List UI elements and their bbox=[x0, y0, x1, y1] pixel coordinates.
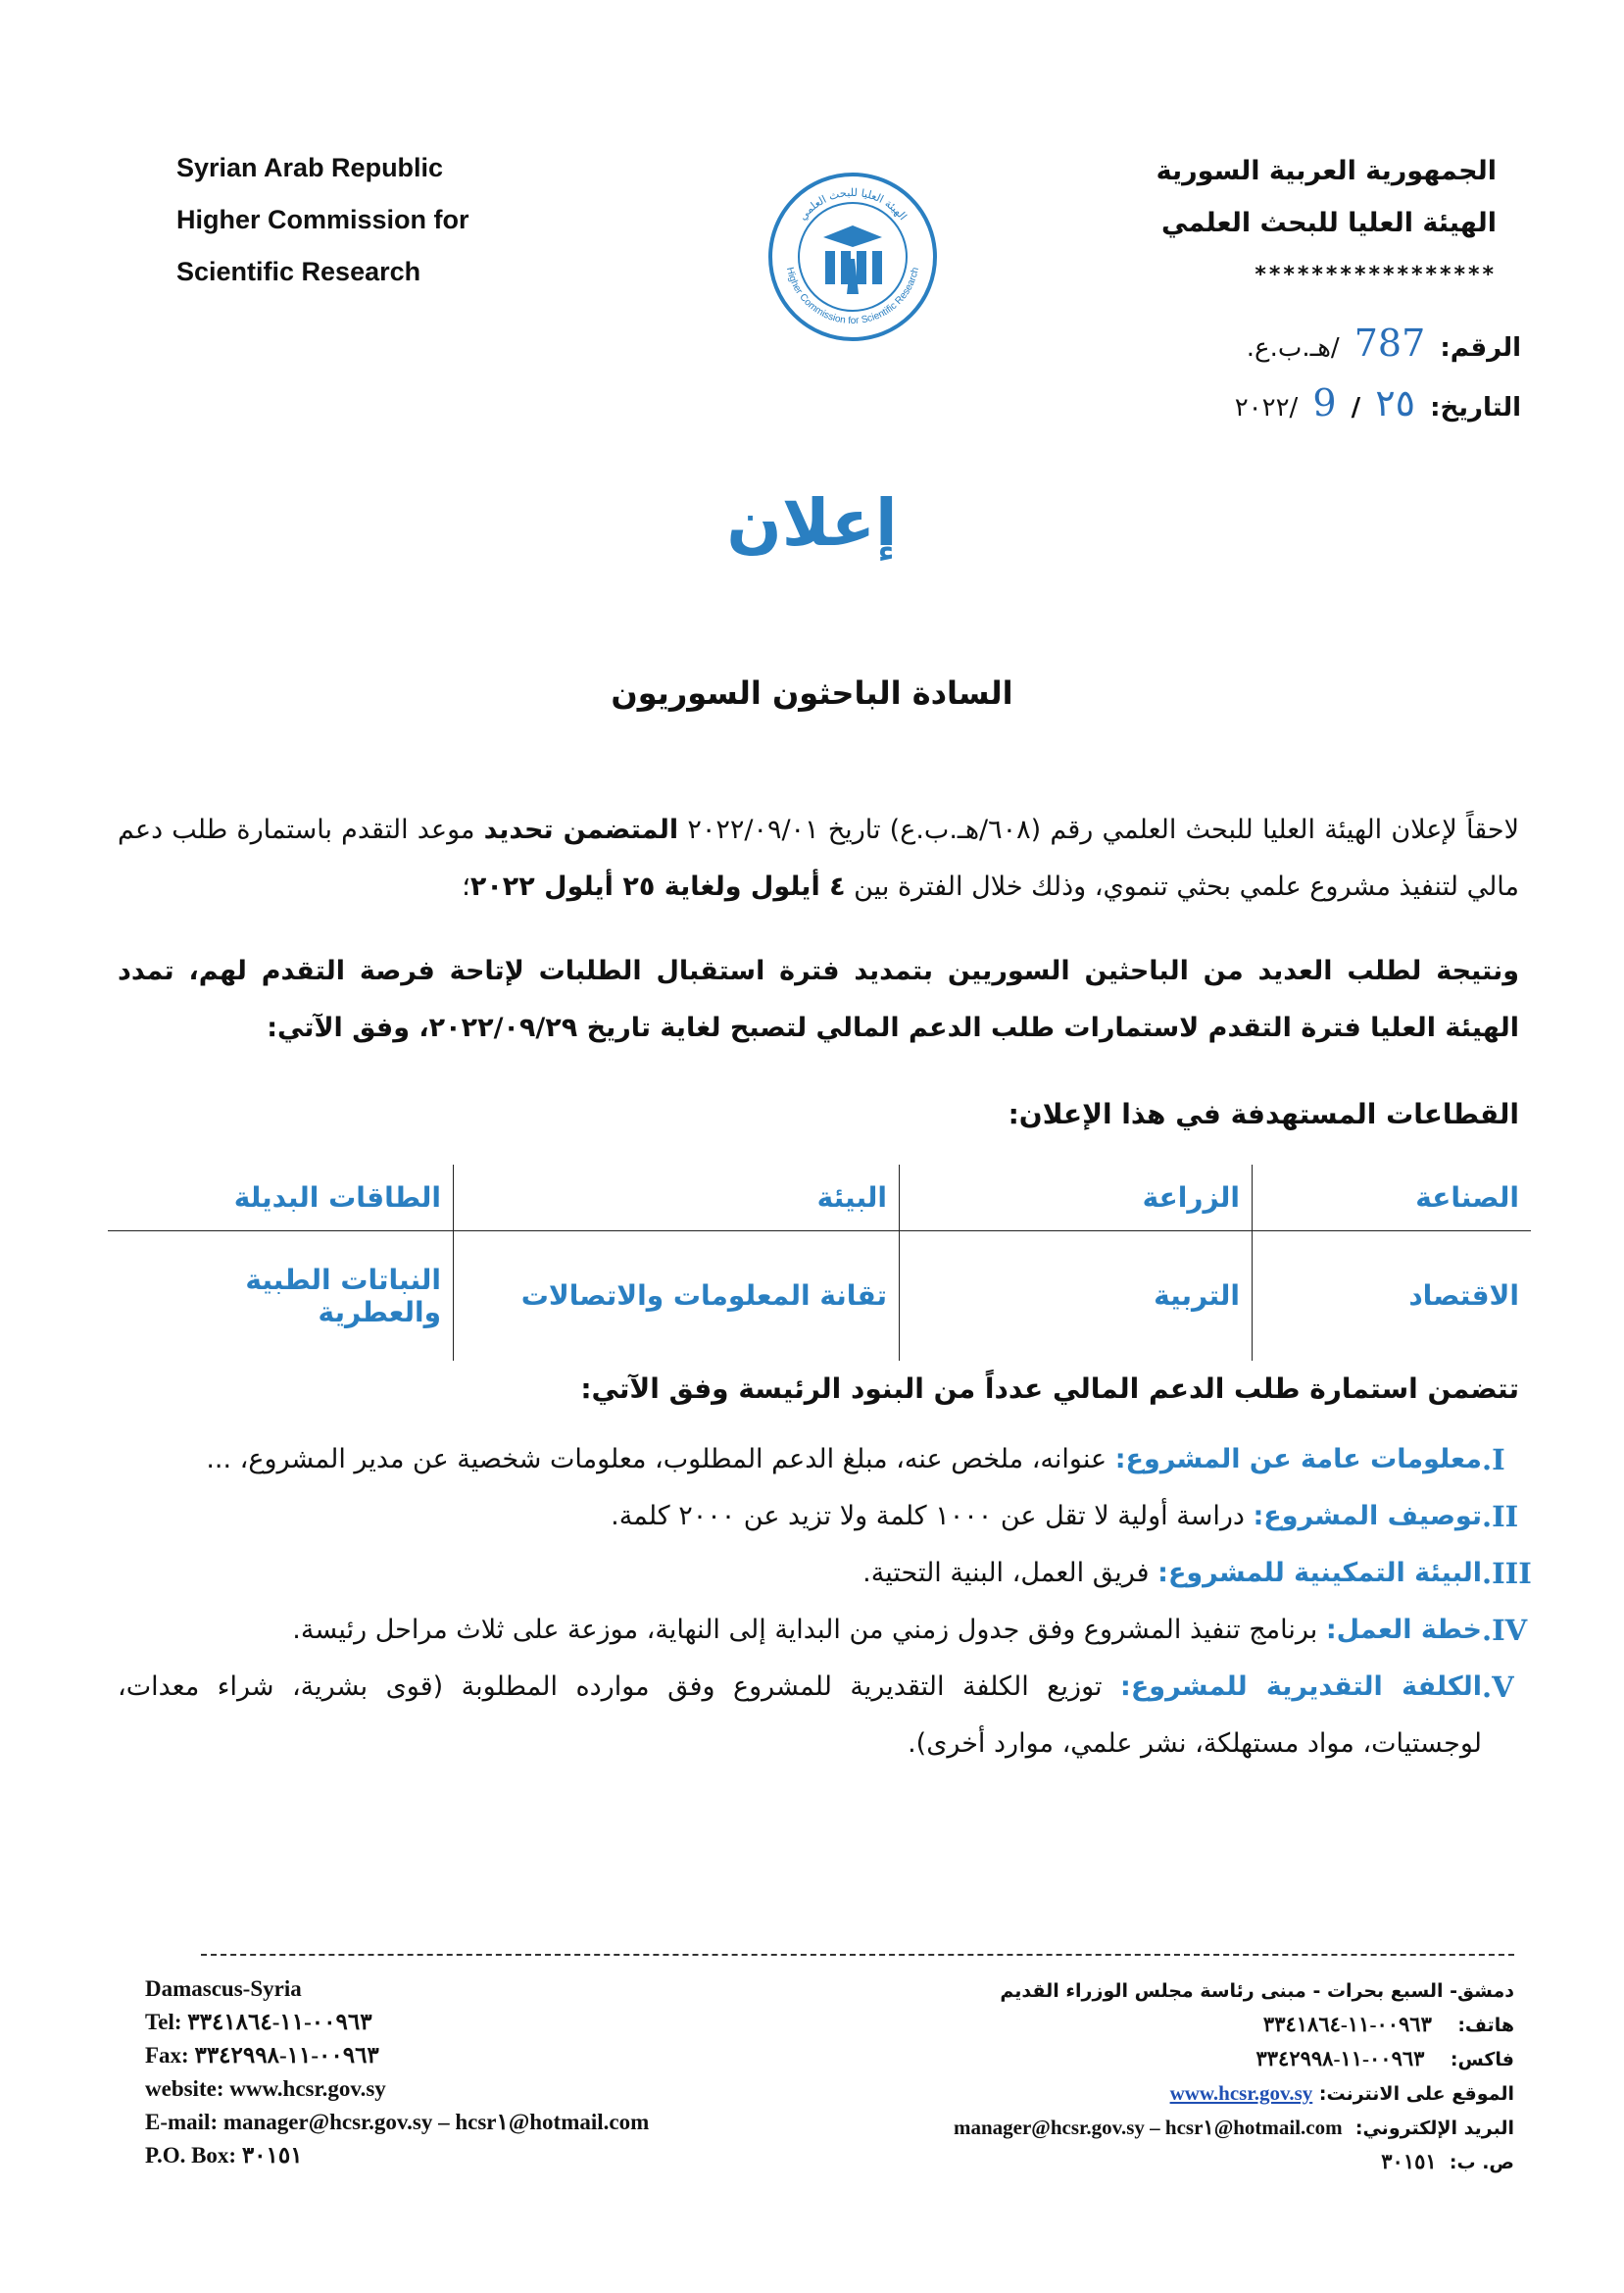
header-en-line-2: Higher Commission for bbox=[176, 205, 469, 234]
sector-cell: الطاقات البديلة bbox=[108, 1165, 454, 1230]
header-en-line-3: Scientific Research bbox=[176, 257, 421, 286]
salutation: السادة الباحثون السوريون bbox=[611, 674, 1013, 712]
list-item-text bbox=[118, 1488, 1482, 1545]
sector-cell: الاقتصاد bbox=[1408, 1279, 1519, 1313]
footer-en-tel: Tel: ٠٠٩٦٣-١١-٣٣٤١٨٦٤ bbox=[145, 2010, 372, 2034]
list-item-number: III. bbox=[1482, 1557, 1532, 1590]
paragraph-extension: ونتيجة لطلب العديد من الباحثين السوريين بتمديد فترة استقبال الطلبات لإتاحة فرصة التقدم لهم، تمدد الهيئة العليا فترة التقدم لاستمارات طلب الدعم المالي لتصبح لغاية تاريخ ٢٠٢٢/٠٩/٢٩، وفق الآتي: bbox=[118, 956, 1519, 1043]
footer-ar-email-label: البريد الإلكتروني: bbox=[1354, 2118, 1514, 2139]
list-item-text bbox=[118, 1659, 1482, 1772]
footer-ar-fax-label: فاكس: bbox=[1450, 2049, 1514, 2070]
footer-divider bbox=[201, 1954, 1514, 1956]
list-item-number: V. bbox=[1482, 1670, 1514, 1704]
items-list bbox=[118, 1431, 1549, 1772]
list-item bbox=[118, 1602, 1549, 1659]
list-item-text bbox=[118, 1431, 1482, 1488]
list-item-body: توزيع الكلفة التقديرية للمشروع وفق موارده المطلوبة (قوى بشرية، شراء معدات، لوجستيات، مواد مستهلكة، نشر علمي، موارد أخرى). bbox=[118, 1671, 1482, 1759]
header-english bbox=[176, 142, 529, 298]
commission-logo bbox=[764, 169, 941, 345]
logo-text-en: Higher Commission for Scientific Research bbox=[783, 266, 922, 327]
footer-en-email: E-mail: manager@hcsr.gov.sy – hcsr١@hotmail.com bbox=[145, 2110, 650, 2134]
footer-ar-web bbox=[809, 2076, 1514, 2111]
footer-ar-fax-value: ٠٠٩٦٣-١١-٣٣٤٢٩٩٨ bbox=[1255, 2047, 1425, 2070]
footer-ar-pobox-label: ص. ب: bbox=[1449, 2152, 1514, 2173]
footer-ar-tel-value: ٠٠٩٦٣-١١-٣٣٤١٨٦٤ bbox=[1262, 2013, 1432, 2036]
sector-cell: النباتات الطبية والعطرية bbox=[245, 1263, 441, 1328]
list-item-body: عنوانه، ملخص عنه، مبلغ الدعم المطلوب، معلومات شخصية عن مدير المشروع، ... bbox=[206, 1444, 1115, 1474]
page-title: إعلان bbox=[726, 485, 898, 561]
footer-ar-web-label: الموقع على الانترنت: bbox=[1318, 2083, 1514, 2105]
paragraph-intro-part-3: ؛ bbox=[462, 872, 470, 902]
footer-ar-email-value: manager@hcsr.gov.sy – hcsr١@hotmail.com bbox=[953, 2116, 1343, 2139]
list-item-body: فريق العمل، البنية التحتية. bbox=[862, 1558, 1158, 1588]
footer-ar-tel-label: هاتف: bbox=[1457, 2015, 1514, 2036]
footer-arabic bbox=[809, 1974, 1514, 2179]
list-item-body: برنامج تنفيذ المشروع وفق جدول زمني من البداية إلى النهاية، موزعة على ثلاث مراحل رئيسة. bbox=[292, 1615, 1326, 1645]
footer-ar-pobox-value: ٣٠١٥١ bbox=[1381, 2150, 1437, 2173]
paragraph-intro-part-1: لاحقاً لإعلان الهيئة العليا للبحث العلمي رقم (٦٠٨/هـ.ب.ع) تاريخ ٢٠٢٢/٠٩/٠١ bbox=[678, 815, 1519, 845]
sector-cell: الزراعة bbox=[900, 1165, 1253, 1230]
list-item-label: خطة العمل: bbox=[1325, 1615, 1482, 1645]
reference-date-day: ٢٥ bbox=[1375, 381, 1416, 424]
website-link[interactable]: www.hcsr.gov.sy bbox=[1169, 2081, 1313, 2105]
sector-cell: تقانة المعلومات والاتصالات bbox=[454, 1230, 900, 1361]
list-item bbox=[118, 1488, 1549, 1545]
footer-ar-tel bbox=[809, 2008, 1514, 2042]
header-ar-line-1: الجمهورية العربية السورية bbox=[1156, 156, 1497, 186]
header-stars: ***************** bbox=[1255, 263, 1497, 287]
sector-cell: التربية bbox=[900, 1230, 1253, 1361]
list-item-number: II. bbox=[1482, 1500, 1519, 1533]
list-item-label: توصيف المشروع: bbox=[1253, 1501, 1482, 1531]
footer-en-city: Damascus-Syria bbox=[145, 1976, 302, 2001]
svg-text:الهيئة العليا للبحث العلمي bbox=[796, 186, 909, 223]
footer-en-website: website: www.hcsr.gov.sy bbox=[145, 2076, 386, 2101]
logo-text-ar: الهيئة العليا للبحث العلمي bbox=[796, 185, 910, 224]
sectors-heading: القطاعات المستهدفة في هذا الإعلان: bbox=[1008, 1098, 1519, 1130]
sector-cell: البيئة bbox=[454, 1165, 900, 1230]
paragraph-intro bbox=[118, 802, 1519, 916]
list-item bbox=[118, 1659, 1549, 1772]
paragraph-intro-bold-1: المتضمن تحديد bbox=[483, 815, 679, 845]
list-item-text bbox=[118, 1545, 1482, 1602]
reference-number bbox=[1235, 316, 1521, 375]
list-item-body: دراسة أولية لا تقل عن ١٠٠٠ كلمة ولا تزيد عن ٢٠٠٠ كلمة. bbox=[611, 1501, 1254, 1531]
header-arabic bbox=[1085, 145, 1497, 301]
sector-cell: الصناعة bbox=[1253, 1165, 1532, 1230]
items-heading: تتضمن استمارة طلب الدعم المالي عدداً من البنود الرئيسة وفق الآتي: bbox=[580, 1372, 1519, 1405]
header-en-line-1: Syrian Arab Republic bbox=[176, 153, 444, 182]
footer-ar-email bbox=[809, 2111, 1514, 2145]
reference-number-label: الرقم: bbox=[1440, 333, 1521, 363]
header-ar-line-2: الهيئة العليا للبحث العلمي bbox=[1161, 208, 1497, 238]
list-item-number: I. bbox=[1482, 1443, 1505, 1476]
list-item bbox=[118, 1431, 1549, 1488]
list-item-text bbox=[118, 1602, 1482, 1659]
sectors-row bbox=[108, 1230, 1531, 1361]
footer-ar-address: دمشق- السبع بحرات - مبنى رئاسة مجلس الوزراء القديم bbox=[1000, 1980, 1514, 2002]
paragraph-intro-bold-2: ٤ أيلول ولغاية ٢٥ أيلول ٢٠٢٢ bbox=[469, 872, 846, 902]
footer-en-fax: Fax: ٠٠٩٦٣-١١-٣٣٤٢٩٩٨ bbox=[145, 2043, 379, 2068]
footer-english bbox=[145, 1972, 649, 2172]
footer-ar-pobox bbox=[809, 2145, 1514, 2179]
reference-date-year: /٢٠٢٢ bbox=[1234, 393, 1299, 423]
sectors-row bbox=[108, 1165, 1531, 1230]
reference-number-suffix: /هـ.ب.ع. bbox=[1246, 333, 1340, 363]
footer-ar-fax bbox=[809, 2042, 1514, 2076]
paragraph-intro-part-2: موعد التقدم باستمارة طلب دعم مالي لتنفيذ مشروع علمي بحثي تنموي، وذلك خلال الفترة بين bbox=[118, 815, 1519, 902]
reference-date-label: التاريخ: bbox=[1430, 393, 1521, 423]
list-item-label: معلومات عامة عن المشروع: bbox=[1114, 1444, 1482, 1474]
footer-en-pobox: P.O. Box: ٣٠١٥١ bbox=[145, 2143, 303, 2168]
reference-date-month: 9 bbox=[1312, 381, 1337, 424]
reference-number-value: 787 bbox=[1353, 322, 1426, 365]
reference-date: التاريخ: ٢٥ / 9 /٢٠٢٢ bbox=[1234, 381, 1521, 424]
list-item-number: IV. bbox=[1482, 1614, 1528, 1647]
list-item bbox=[118, 1545, 1549, 1602]
sectors-table bbox=[108, 1165, 1531, 1361]
reference-block bbox=[1235, 316, 1521, 435]
commission-logo-icon bbox=[764, 169, 941, 345]
list-item-label: الكلفة التقديرية للمشروع: bbox=[1120, 1671, 1483, 1702]
list-item-label: البيئة التمكينية للمشروع: bbox=[1157, 1558, 1482, 1588]
